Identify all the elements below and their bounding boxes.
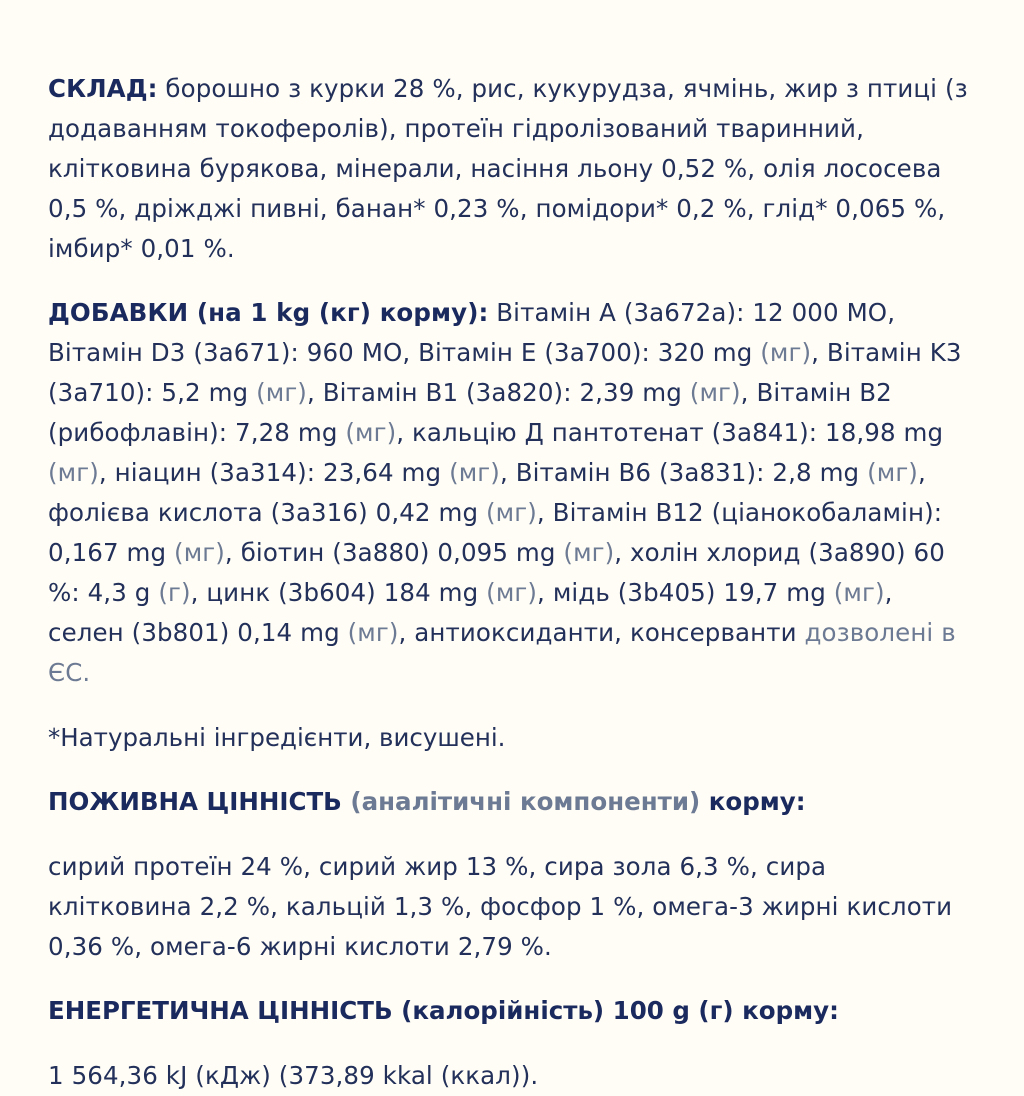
additives-unit-1: (мг) xyxy=(760,338,812,367)
composition-heading: СКЛАД: xyxy=(48,73,158,103)
additives-permitted-note: дозволені в ЄС. xyxy=(48,618,956,687)
additives-unit-7: (мг) xyxy=(867,458,918,487)
additives-body-15: , антиоксиданти, консерванти xyxy=(398,618,805,647)
energy-heading: ЕНЕРГЕТИЧНА ЦІННІСТЬ (калорійність) 100 g (г) корму: xyxy=(48,996,839,1025)
composition-body: борошно з курки 28 %, рис, кукурудза, ячмінь, жир з птиці (з додаванням токоферолів), протеїн гідролізований тваринний, клітковина бурякова, мінерали, насіння льону 0,52 %, олія лососева 0,5 %, дріжджі пивні, банан* 0,23 %, помідори* 0,2 %, глід* 0,065 %, імбир* 0,01 %. xyxy=(48,73,968,263)
additives-body-6: , ніацин (3a314): 23,64 mg xyxy=(98,458,450,487)
additives-unit-13: (мг) xyxy=(833,578,885,607)
additives-unit-6: (мг) xyxy=(449,458,500,487)
nutrition-body: сирий протеїн 24 %, сирий жир 13 %, сира зола 6,3 %, сира клітковина 2,2 %, кальцій 1,3 %, фосфор 1 %, омега-3 жирні кислоти 0,36 %, омега-6 жирні кислоти 2,79 %. xyxy=(48,851,953,961)
composition-paragraph xyxy=(48,69,976,269)
nutrition-heading-tail: корму: xyxy=(700,787,806,816)
nutrition-heading-sub: (аналітичні компоненти) xyxy=(350,787,701,816)
nutrition-heading-main: ПОЖИВНА ЦІННІСТЬ xyxy=(48,787,351,816)
nutrition-heading xyxy=(48,782,976,822)
additives-unit-9: (мг) xyxy=(174,538,225,567)
additives-body-7: , Вітамін B6 (3a831): 2,8 mg xyxy=(499,458,868,487)
additives-unit-11: (г) xyxy=(158,578,191,607)
additives-body-12: , цинк (3b604) 184 mg xyxy=(190,578,487,607)
additives-unit-4: (мг) xyxy=(345,418,397,447)
nutrition-section xyxy=(48,782,976,967)
additives-unit-3: (мг) xyxy=(689,378,741,407)
additives-body-13: , мідь (3b405) 19,7 mg xyxy=(537,578,834,607)
additives-body-14: , селен (3b801) 0,14 mg xyxy=(48,578,893,647)
additives-body-2: , Вітамін K3 (3a710): 5,2 mg xyxy=(48,338,962,407)
additives-body-4: , Вітамін B2 (рибофлавін): 7,28 mg xyxy=(48,378,892,447)
additives-body-8: , фолієва кислота (3a316) 0,42 mg xyxy=(48,458,926,527)
additives-body-5: , кальцію Д пантотенат (3a841): 18,98 mg xyxy=(396,418,944,447)
additives-unit-8: (мг) xyxy=(486,498,537,527)
energy-body: 1 564,36 kJ (кДж) (373,89 kkal (ккал)). xyxy=(48,1060,539,1090)
additives-heading: ДОБАВКИ (на 1 kg (кг) корму): xyxy=(48,298,489,327)
additives-body-3: , Вітамін B1 (3a820): 2,39 mg xyxy=(306,378,690,407)
additives-unit-2: (мг) xyxy=(256,378,307,407)
additives-body-1: Вітамін A (3a672a): 12 000 МО, Вітамін D3 (3a671): 960 МО, Вітамін E (3a700): 320 mg xyxy=(48,298,896,367)
additives-body-9: , Вітамін B12 (ціанокобаламін): 0,167 mg xyxy=(48,498,943,567)
additives-body-10: , біотин (3a880) 0,095 mg xyxy=(224,538,564,567)
additives-paragraph xyxy=(48,293,976,693)
composition-section xyxy=(48,69,976,269)
energy-section xyxy=(48,991,976,1096)
additives-unit-10: (мг) xyxy=(563,538,615,567)
additives-section xyxy=(48,293,976,758)
additives-unit-14: (мг) xyxy=(347,618,399,647)
additives-body-11: , холін хлорид (3a890) 60 %: 4,3 g xyxy=(48,538,945,607)
additives-unit-5: (мг) xyxy=(48,458,99,487)
additives-unit-12: (мг) xyxy=(486,578,538,607)
additives-footnote: *Натуральні інгредієнти, висушені. xyxy=(48,722,506,752)
